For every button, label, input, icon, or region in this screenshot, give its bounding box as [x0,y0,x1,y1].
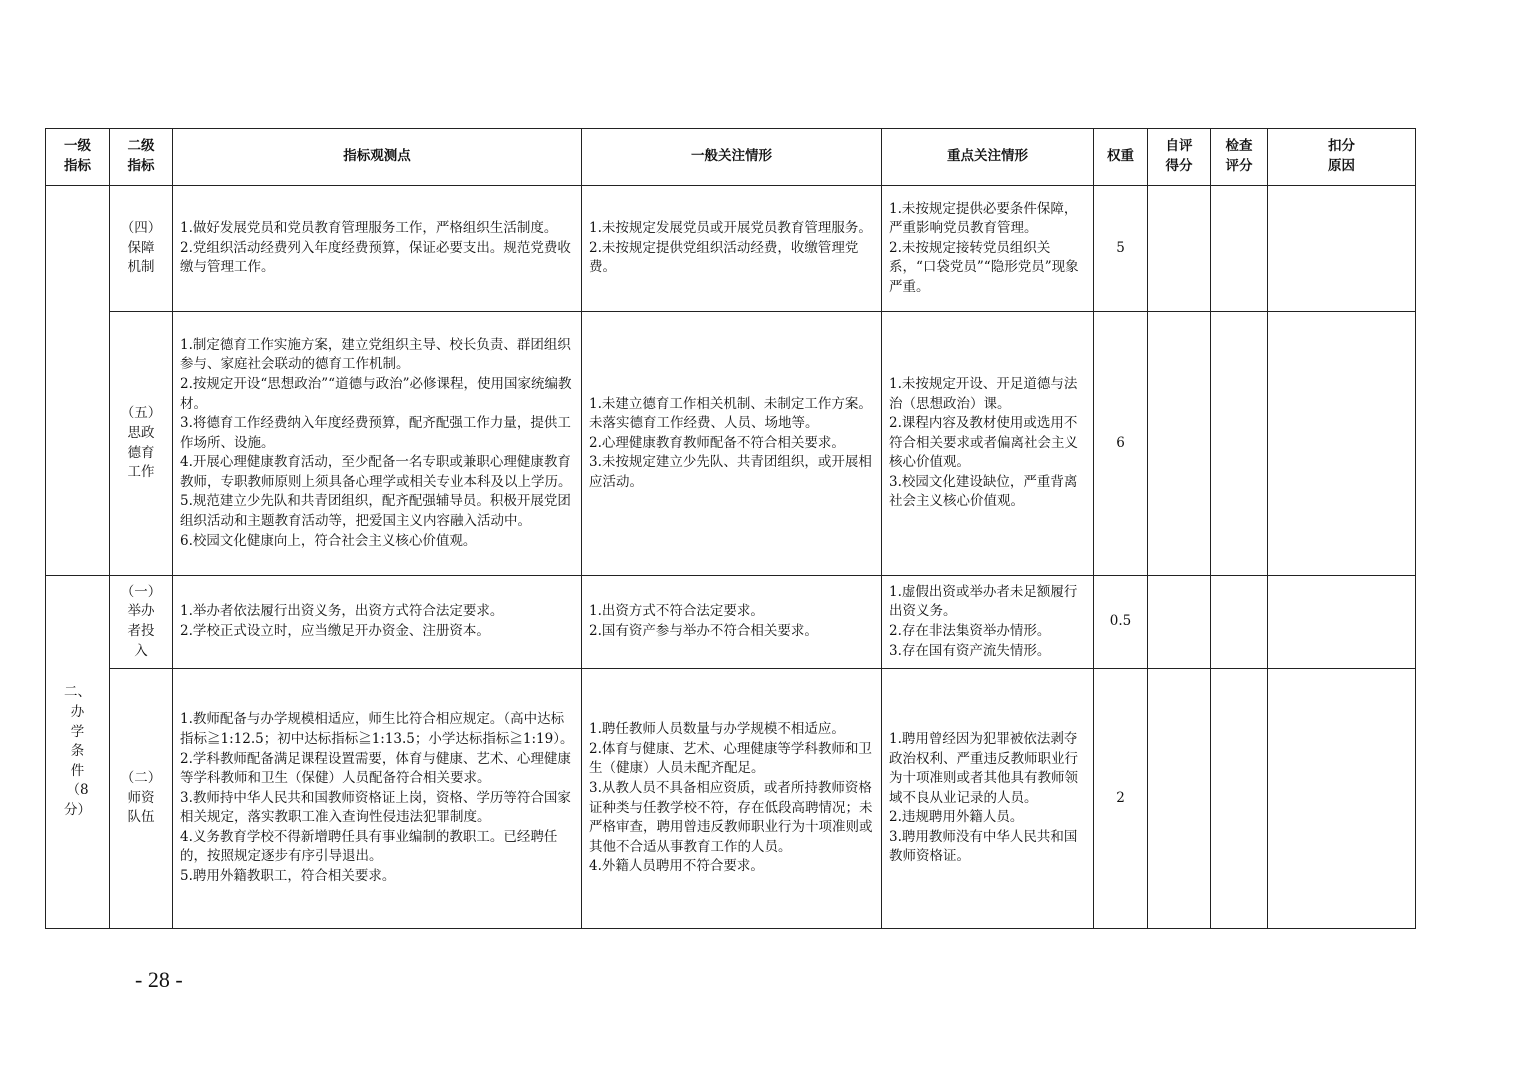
level2-cell: （四） 保障 机制 [110,186,173,312]
self-score-cell[interactable] [1148,669,1211,929]
observation-cell: 1.教师配备与办学规模相适应，师生比符合相应规定。（高中达标指标≧1:12.5；初中达标指标≧1:13.5；小学达标指标≧1:19）。 2.学科教师配备满足课程设置需要，体育与健康、艺术、心理健康等学科教师和卫生（保健）人员配备符合相关要求。 3.教师持中华人民共和国教师资格证上岗，资格、学历等符合国家相关规定，落实教职工准入查询性侵违法犯罪制度。 4.义务教育学校不得新增聘任具有事业编制的教职工。已经聘任的，按照规定逐步有序引导退出。 5.聘用外籍教职工，符合相关要求。 [173,669,582,929]
page-number: - 28 - [135,967,183,992]
check-score-cell[interactable] [1211,186,1268,312]
check-score-cell[interactable] [1211,576,1268,669]
header-check-score: 检查 评分 [1211,129,1268,186]
level1-cell: 二、 办 学 条 件 （8 分） [46,576,110,929]
self-score-cell[interactable] [1148,312,1211,576]
deduction-reason-cell[interactable] [1268,186,1416,312]
table-row [46,312,1416,576]
deduction-reason-cell[interactable] [1268,576,1416,669]
weight-cell: 6 [1094,312,1148,576]
header-level1: 一级 指标 [46,129,110,186]
header-level2: 二级 指标 [110,129,173,186]
table-row [46,669,1416,929]
deduction-reason-cell[interactable] [1268,669,1416,929]
level1-cell-empty [46,186,110,576]
general-cell: 1.聘任教师人员数量与办学规模不相适应。 2.体育与健康、艺术、心理健康等学科教师和卫生（健康）人员未配齐配足。 3.从教人员不具备相应资质，或者所持教师资格证种类与任教学校不符，存在低段高聘情况；未严格审查，聘用曾违反教师职业行为十项准则或其他不合适从事教育工作的人员。 4.外籍人员聘用不符合要求。 [582,669,882,929]
check-score-cell[interactable] [1211,669,1268,929]
observation-cell: 1.制定德育工作实施方案，建立党组织主导、校长负责、群团组织参与、家庭社会联动的德育工作机制。 2.按规定开设“思想政治”“道德与政治”必修课程，使用国家统编教材。 3.将德育工作经费纳入年度经费预算，配齐配强工作力量，提供工作场所、设施。 4.开展心理健康教育活动，至少配备一名专职或兼职心理健康教育教师，专职教师原则上须具备心理学或相关专业本科及以上学历。 5.规范建立少先队和共青团组织，配齐配强辅导员。积极开展党团组织活动和主题教育活动等，把爱国主义内容融入活动中。 6.校园文化健康向上，符合社会主义核心价值观。 [173,312,582,576]
deduction-reason-cell[interactable] [1268,312,1416,576]
observation-cell: 1.举办者依法履行出资义务，出资方式符合法定要求。 2.学校正式设立时，应当缴足开办资金、注册资本。 [173,576,582,669]
key-cell: 1.虚假出资或举办者未足额履行出资义务。 2.存在非法集资举办情形。 3.存在国有资产流失情形。 [882,576,1094,669]
weight-cell: 5 [1094,186,1148,312]
header-general: 一般关注情形 [582,129,882,186]
level2-cell: （五） 思政 德育 工作 [110,312,173,576]
general-cell: 1.未按规定发展党员或开展党员教育管理服务。 2.未按规定提供党组织活动经费，收缴管理党费。 [582,186,882,312]
evaluation-table [45,128,1416,929]
level2-cell: （一） 举办 者投 入 [110,576,173,669]
self-score-cell[interactable] [1148,186,1211,312]
weight-cell: 2 [1094,669,1148,929]
table-row [46,576,1416,669]
table-row [46,186,1416,312]
key-cell: 1.未按规定开设、开足道德与法治（思想政治）课。 2.课程内容及教材使用或选用不符合相关要求或者偏离社会主义核心价值观。 3.校园文化建设缺位，严重背离社会主义核心价值观。 [882,312,1094,576]
observation-cell: 1.做好发展党员和党员教育管理服务工作，严格组织生活制度。 2.党组织活动经费列入年度经费预算，保证必要支出。规范党费收缴与管理工作。 [173,186,582,312]
key-cell: 1.未按规定提供必要条件保障，严重影响党员教育管理。 2.未按规定接转党员组织关系，“口袋党员”“隐形党员”现象严重。 [882,186,1094,312]
key-cell: 1.聘用曾经因为犯罪被依法剥夺政治权利、严重违反教师职业行为十项准则或者其他具有教师领域不良从业记录的人员。 2.违规聘用外籍人员。 3.聘用教师没有中华人民共和国教师资格证。 [882,669,1094,929]
check-score-cell[interactable] [1211,312,1268,576]
header-self-score: 自评 得分 [1148,129,1211,186]
general-cell: 1.出资方式不符合法定要求。 2.国有资产参与举办不符合相关要求。 [582,576,882,669]
level2-cell: （二） 师资 队伍 [110,669,173,929]
self-score-cell[interactable] [1148,576,1211,669]
header-weight: 权重 [1094,129,1148,186]
weight-cell: 0.5 [1094,576,1148,669]
header-row [46,129,1416,186]
header-key: 重点关注情形 [882,129,1094,186]
header-deduction-reason: 扣分 原因 [1268,129,1416,186]
general-cell: 1.未建立德育工作相关机制、未制定工作方案。未落实德育工作经费、人员、场地等。 2.心理健康教育教师配备不符合相关要求。 3.未按规定建立少先队、共青团组织，或开展相应活动。 [582,312,882,576]
header-observation: 指标观测点 [173,129,582,186]
